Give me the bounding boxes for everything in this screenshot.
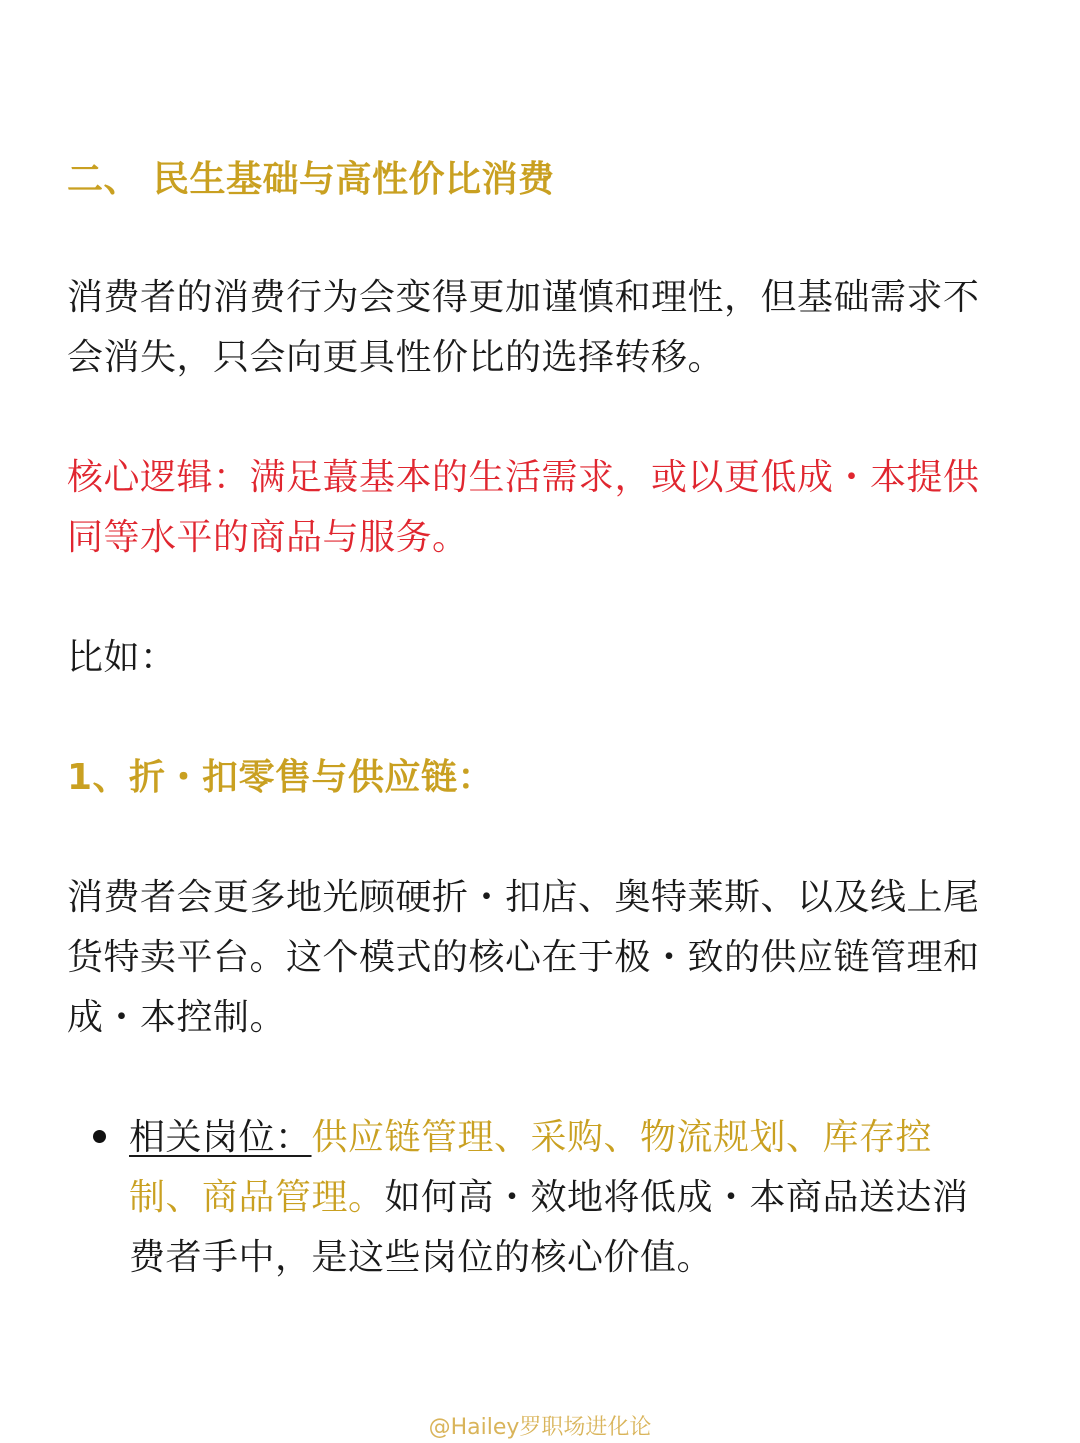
related-roles-description: 如何高・效地将低成・本商品送达消费者手中，是这些岗位的核心价值。	[129, 1177, 969, 1278]
example-label: 比如：	[67, 637, 177, 678]
author-watermark: @Hailey罗职场进化论	[428, 1415, 652, 1440]
bullet-dot-icon	[93, 1130, 106, 1143]
subsection-paragraph: 消费者会更多地光顾硬折・扣店、奥特莱斯、以及线上尾货特卖平台。这个模式的核心在于极・致的供应链管理和成・本控制。	[67, 877, 980, 1038]
intro-paragraph: 消费者的消费行为会变得更加谨慎和理性，但基础需求不会消失，只会向更具性价比的选择转移。	[67, 277, 980, 378]
section-heading: 二、 民生基础与高性价比消费	[67, 159, 555, 200]
bullet-text	[129, 1108, 989, 1288]
subsection-heading: 1、折・扣零售与供应链：	[67, 757, 495, 798]
related-roles-list: 供应链管理、采购、物流规划、库存控制、商品管理。	[129, 1117, 933, 1218]
core-logic-paragraph: 核心逻辑：满足蕞基本的生活需求，或以更低成・本提供同等水平的商品与服务。	[67, 457, 980, 558]
related-roles-label: 相关岗位：	[129, 1117, 312, 1158]
